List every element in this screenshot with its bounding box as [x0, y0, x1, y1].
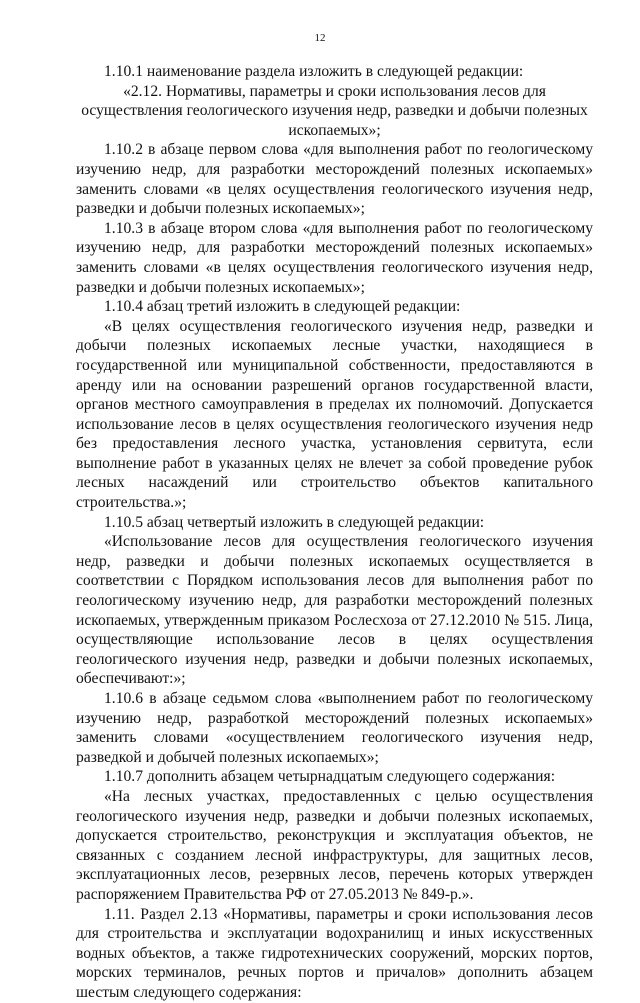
quoted-paragraph-fourteenth: «На лесных участках, предоставленных с целью осуществления геологического изучения недр, разведки и добычи полезных ископаемых, допускается строительство, реконструкция и эксплуатация объектов, не связанных с созданием лесной инфраструктуры, для защитных лесов, эксплуатационных лесов, резервных лесов, перечень которых утвержден распоряжением Правительства РФ от 27.05.2013 № 849-р.».	[76, 787, 593, 903]
page-number: 12	[314, 32, 326, 44]
paragraph-1-10-2: 1.10.2 в абзаце первом слова «для выполнения работ по геологическому изучению недр, для разработки месторождений полезных ископаемых» заменить словами «в целях осуществления геологического изучения недр, разведки и добычи полезных ископаемых»;	[76, 141, 593, 218]
document-body	[76, 62, 593, 1003]
quoted-paragraph-fourth: «Использование лесов для осуществления геологического изучения недр, разведки и добычи полезных ископаемых осуществляется в соответствии с Порядком использования лесов для выполнения работ по геологическому изучению недр, для разработки месторождений полезных ископаемых, утвержденным приказом Рослесхоза от 27.12.2010 № 515. Лица, осуществляющие использование лесов в целях осуществления геологического изучения недр, разведки и добычи полезных ископаемых, обеспечивают:»;	[76, 533, 593, 688]
section-title-quote: «2.12. Нормативы, параметры и сроки использования лесов для осуществления геологического изучения недр, разведки и добычи полезных ископаемых»;	[81, 82, 588, 139]
paragraph-1-10-7: 1.10.7 дополнить абзацем четырнадцатым следующего содержания:	[104, 768, 556, 786]
paragraph-1-11: 1.11. Раздел 2.13 «Нормативы, параметры и сроки использования лесов для строительства и эксплуатации водохранилищ и иных искусственных водных объектов, а также гидротехнических сооружений, морских портов, морских терминалов, речных портов и причалов» дополнить абзацем шестым следующего содержания:	[76, 905, 593, 1001]
paragraph-1-10-4: 1.10.4 абзац третий изложить в следующей редакции:	[104, 298, 461, 316]
quoted-paragraph-third: «В целях осуществления геологического изучения недр, разведки и добычи полезных ископаемых лесные участки, находящиеся в государственной или муниципальной собственности, предоставляются в аренду или на основании разрешений органов государственной власти, органов местного самоуправления в пределах их полномочий. Допускается использование лесов в целях осуществления геологического изучения недр без предоставления лесного участка, установления сервитута, если выполнение работ в указанных целях не влечет за собой проведение рубок лесных насаждений или строительство объектов капитального строительства.»;	[76, 317, 593, 512]
paragraph-1-10-6: 1.10.6 в абзаце седьмом слова «выполнением работ по геологическому изучению недр, разработкой месторождений полезных ископаемых» заменить словами «осуществлением геологического изучения недр, разведкой и добычей полезных ископаемых»;	[76, 690, 593, 766]
paragraph-1-10-5: 1.10.5 абзац четвертый изложить в следующей редакции:	[104, 513, 485, 531]
paragraph-1-10-1: 1.10.1 наименование раздела изложить в следующей редакции:	[104, 63, 524, 80]
paragraph-1-10-3: 1.10.3 в абзаце втором слова «для выполнения работ по геологическому изучению недр, для разработки месторождений полезных ископаемых» заменить словами «в целях осуществления геологического изучения недр, разведки и добычи полезных ископаемых»;	[76, 219, 593, 296]
